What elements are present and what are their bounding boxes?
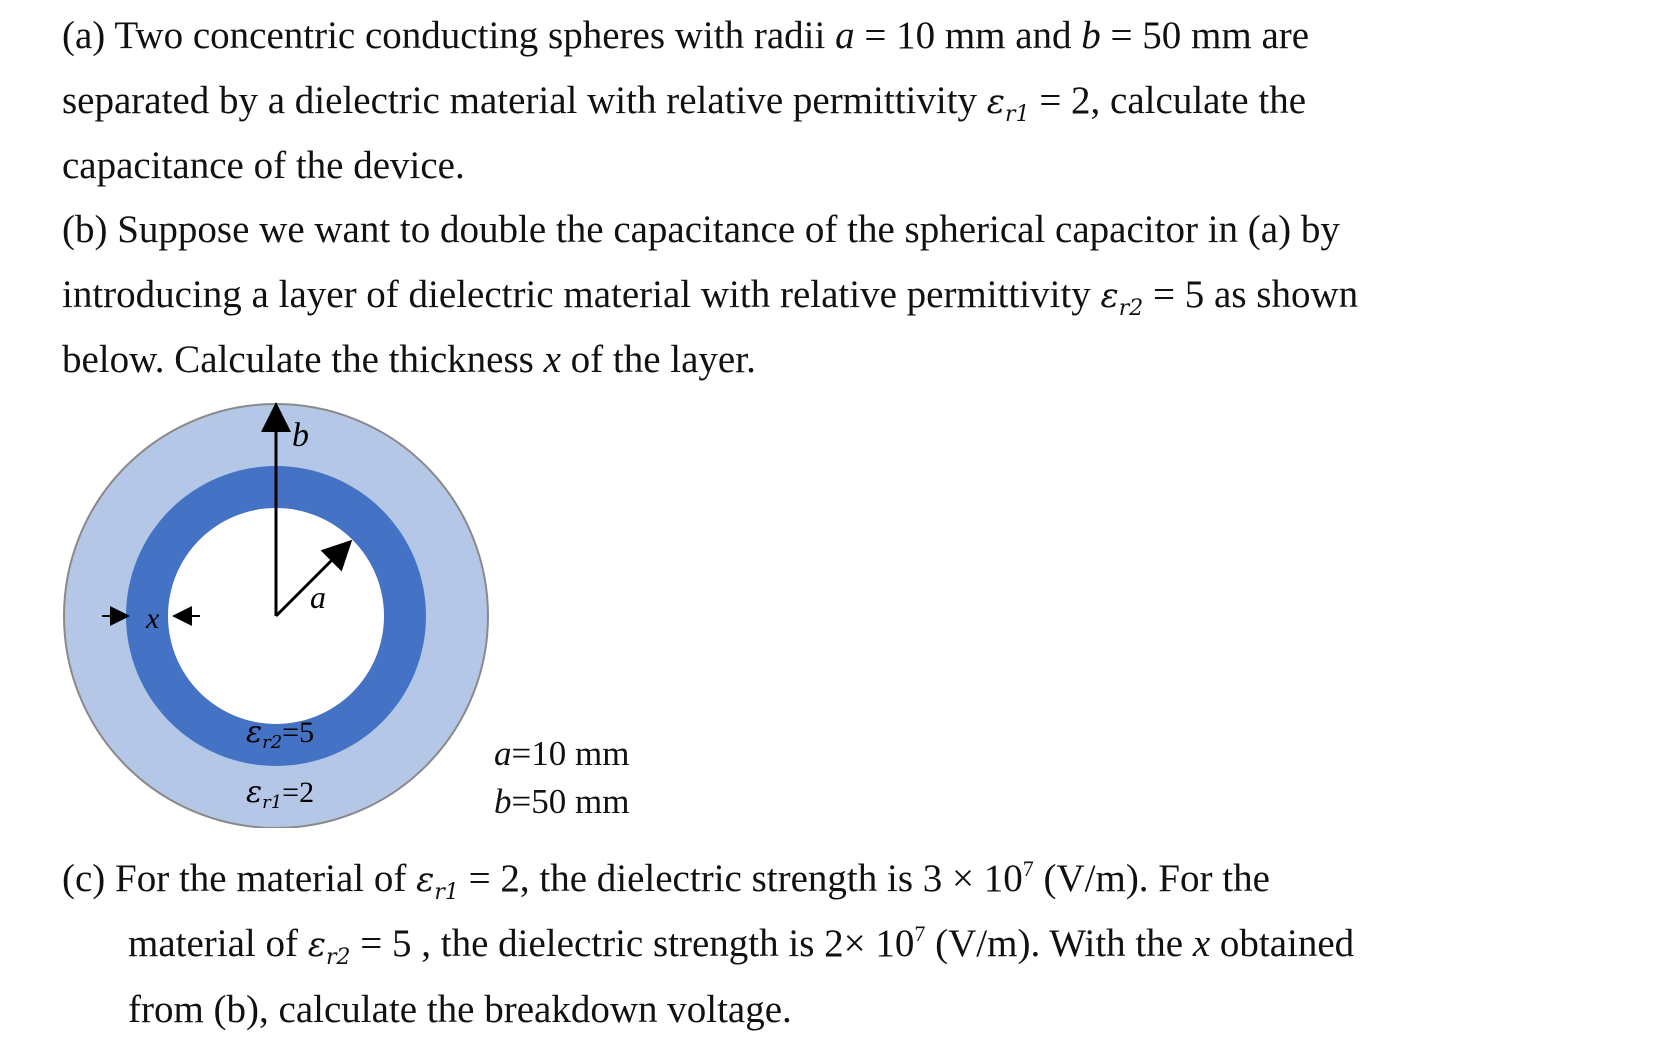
part-c-line-3 <box>128 990 792 1029</box>
note-b <box>494 784 629 819</box>
equals-sign: = <box>854 14 897 57</box>
part-c-text: = 5 , the dielectric strength is 2× 10 <box>350 922 915 965</box>
label-x: x <box>146 602 160 635</box>
label-er2-val: =5 <box>282 716 315 749</box>
part-a-text: capacitance of the device. <box>62 144 465 187</box>
epsilon-subscript: r2 <box>1118 296 1144 321</box>
part-a-text: (a) Two concentric conducting spheres with radii <box>62 14 836 57</box>
part-a-text: separated by a dielectric material with relative permittivity <box>62 79 987 122</box>
label-er1-symbol: ε <box>246 775 263 810</box>
part-a-text: = 2, calculate the <box>1029 79 1307 122</box>
part-c-line-2 <box>128 921 1355 970</box>
a-value: 10 mm and <box>896 14 1082 57</box>
part-c-text: (c) For the material of <box>62 857 417 900</box>
part-b-text: = 5 <box>1143 273 1205 316</box>
label-b: b <box>292 417 309 454</box>
epsilon-subscript: r1 <box>434 880 459 905</box>
epsilon-subscript: r1 <box>1005 102 1030 127</box>
var-x: x <box>543 338 561 381</box>
epsilon-subscript: r2 <box>326 945 351 970</box>
part-c-text: (V/m). For the <box>1033 857 1270 900</box>
part-b-line-3 <box>62 340 756 379</box>
note-b-val: =50 mm <box>511 782 630 821</box>
label-er2-symbol: ε <box>246 715 263 750</box>
part-a-line-2 <box>62 79 1307 127</box>
var-x: x <box>1192 922 1211 965</box>
part-b-text: below. Calculate the thickness <box>62 338 544 381</box>
epsilon-symbol: ε <box>416 860 435 900</box>
label-a: a <box>310 579 326 615</box>
note-a-var: a <box>494 734 512 773</box>
part-b-text: of the layer. <box>560 338 756 381</box>
epsilon-symbol: ε <box>986 82 1006 122</box>
epsilon-symbol: ε <box>307 925 326 965</box>
part-b-line-2 <box>62 273 1359 321</box>
part-b-text: as shown <box>1204 273 1359 316</box>
epsilon-symbol: ε <box>1100 276 1119 316</box>
spherical-capacitor-figure <box>60 398 500 828</box>
part-a-line-3 <box>62 146 465 185</box>
label-er1-sub: r1 <box>262 792 283 813</box>
part-c-text: from (b), calculate the breakdown voltage. <box>128 988 792 1031</box>
var-b: b <box>1081 14 1101 57</box>
exponent: 7 <box>914 921 926 946</box>
part-c-text: obtained <box>1210 922 1355 965</box>
var-a: a <box>835 14 855 57</box>
part-b-line-1 <box>62 210 1340 249</box>
part-c-text: = 2, the dielectric strength is <box>458 857 923 900</box>
strength-1: 3 × 10 <box>922 857 1023 900</box>
note-a-val: =10 mm <box>511 734 630 773</box>
part-c-text: (V/m). With the <box>925 922 1193 965</box>
b-value: 50 mm are <box>1142 14 1310 57</box>
label-er1-val: =2 <box>282 776 315 809</box>
note-a <box>494 736 629 771</box>
part-b-text: introducing a layer of dielectric material with relative permittivity <box>62 273 1101 316</box>
equals-sign: = <box>1100 14 1143 57</box>
exponent: 7 <box>1022 856 1034 881</box>
part-c-text: material of <box>128 922 308 965</box>
part-c-line-1 <box>62 856 1270 905</box>
label-er2-sub: r2 <box>262 732 283 753</box>
part-a-line-1 <box>62 16 1309 55</box>
part-b-text: (b) Suppose we want to double the capacitance of the spherical capacitor in (a) by <box>62 208 1340 251</box>
note-b-var: b <box>494 782 512 821</box>
